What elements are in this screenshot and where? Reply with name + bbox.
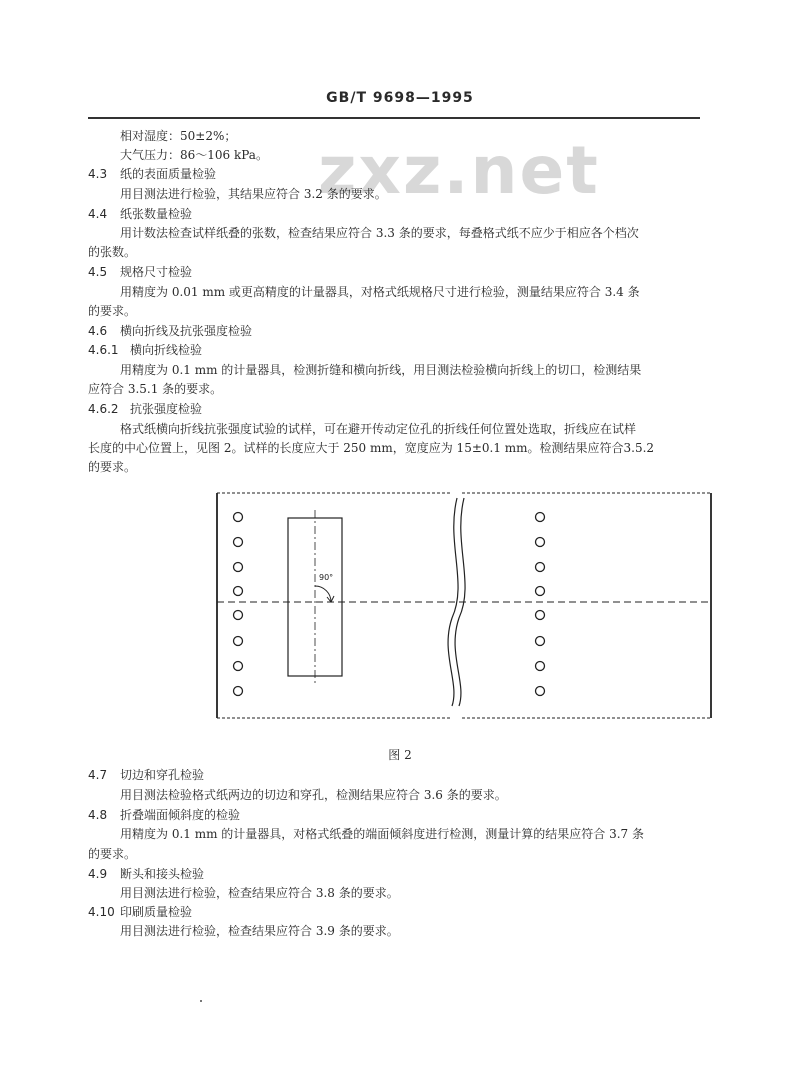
angle-label: 90° <box>319 573 334 582</box>
section-title: 折叠端面倾斜度的检验 <box>120 808 241 822</box>
section-heading <box>88 903 192 921</box>
sprocket-hole <box>234 538 243 547</box>
sprocket-hole <box>234 587 243 596</box>
section-title: 规格尺寸检验 <box>120 265 193 279</box>
sprocket-hole <box>234 687 243 696</box>
section-title: 印刷质量检验 <box>120 905 193 919</box>
sprocket-hole <box>536 538 545 547</box>
sprocket-hole <box>536 611 545 620</box>
text-line: 用计数法检查试样纸叠的张数，检查结果应符合 3.3 条的要求，每叠格式纸不应少于相应各个档次 <box>120 226 639 240</box>
text-line: 用目测法检验格式纸两边的切边和穿孔，检测结果应符合 3.6 条的要求。 <box>120 788 507 802</box>
section-number: 4.6 <box>88 324 108 338</box>
section-title: 断头和接头检验 <box>120 867 205 881</box>
sprocket-hole <box>234 662 243 671</box>
text-line: 格式纸横向折线抗张强度试验的试样，可在避开传动定位孔的折线任何位置处选取，折线应在试样 <box>120 422 637 436</box>
section-title: 切边和穿孔检验 <box>120 768 205 782</box>
section-heading <box>88 400 202 418</box>
section-heading <box>88 341 202 359</box>
sprocket-hole <box>536 563 545 572</box>
text-line: 的张数。 <box>88 245 137 259</box>
section-number: 4.8 <box>88 808 108 822</box>
figure-2-diagram <box>214 488 714 724</box>
section-title: 横向折线检验 <box>130 343 203 357</box>
section-heading <box>88 322 252 340</box>
watermark: zxz.net <box>318 132 600 209</box>
section-number: 4.9 <box>88 867 108 881</box>
text-line: 的要求。 <box>88 460 137 474</box>
text-line: 应符合 3.5.1 条的要求。 <box>88 382 223 396</box>
sprocket-hole <box>536 587 545 596</box>
sprocket-hole <box>536 637 545 646</box>
section-title: 纸的表面质量检验 <box>120 167 217 181</box>
figure-caption: 图 2 <box>388 748 412 762</box>
text-line: 的要求。 <box>88 304 137 318</box>
section-number: 4.6.1 <box>88 343 119 357</box>
section-number: 4.7 <box>88 768 108 782</box>
text-line: 相对湿度：50±2%； <box>120 129 237 143</box>
sprocket-hole <box>536 687 545 696</box>
text-line: 用精度为 0.1 mm 的计量器具，检测折缝和横向折线，用目测法检验横向折线上的切口，检测结果 <box>120 363 642 377</box>
sprocket-hole <box>234 637 243 646</box>
section-heading <box>88 263 192 281</box>
sprocket-hole <box>234 611 243 620</box>
header-rule <box>88 117 700 119</box>
section-heading <box>88 766 204 784</box>
section-number: 4.10 <box>88 905 115 919</box>
section-number: 4.3 <box>88 167 108 181</box>
section-number: 4.4 <box>88 207 108 221</box>
text-line: 大气压力：86～106 kPa。 <box>120 148 268 162</box>
text-line: 用精度为 0.01 mm 或更高精度的计量器具，对格式纸规格尺寸进行检验，测量结果应符合 3.4 条 <box>120 285 640 299</box>
section-title: 横向折线及抗张强度检验 <box>120 324 253 338</box>
text-line: 长度的中心位置上，见图 2。试样的长度应大于 250 mm，宽度应为 15±0.1 mm。检测结果应符合3.5.2 <box>88 441 655 455</box>
sprocket-hole <box>536 662 545 671</box>
section-heading <box>88 806 240 824</box>
section-title: 纸张数量检验 <box>120 207 193 221</box>
page-header: GB/T 9698—1995 <box>326 90 474 106</box>
section-number: 4.5 <box>88 265 108 279</box>
section-heading <box>88 865 204 883</box>
text-line: 用目测法进行检验，其结果应符合 3.2 条的要求。 <box>120 187 387 201</box>
section-number: 4.6.2 <box>88 402 119 416</box>
section-title: 抗张强度检验 <box>130 402 203 416</box>
sprocket-hole <box>234 563 243 572</box>
sprocket-hole <box>536 513 545 522</box>
text-line: 用目测法进行检验，检查结果应符合 3.8 条的要求。 <box>120 886 399 900</box>
section-heading <box>88 165 216 183</box>
text-line: 的要求。 <box>88 847 137 861</box>
scan-speck <box>200 1000 202 1002</box>
sprocket-hole <box>234 513 243 522</box>
text-line: 用目测法进行检验，检查结果应符合 3.9 条的要求。 <box>120 924 399 938</box>
section-heading <box>88 205 192 223</box>
text-line: 用精度为 0.1 mm 的计量器具，对格式纸叠的端面倾斜度进行检测，测量计算的结果应符合 3.7 条 <box>120 827 645 841</box>
